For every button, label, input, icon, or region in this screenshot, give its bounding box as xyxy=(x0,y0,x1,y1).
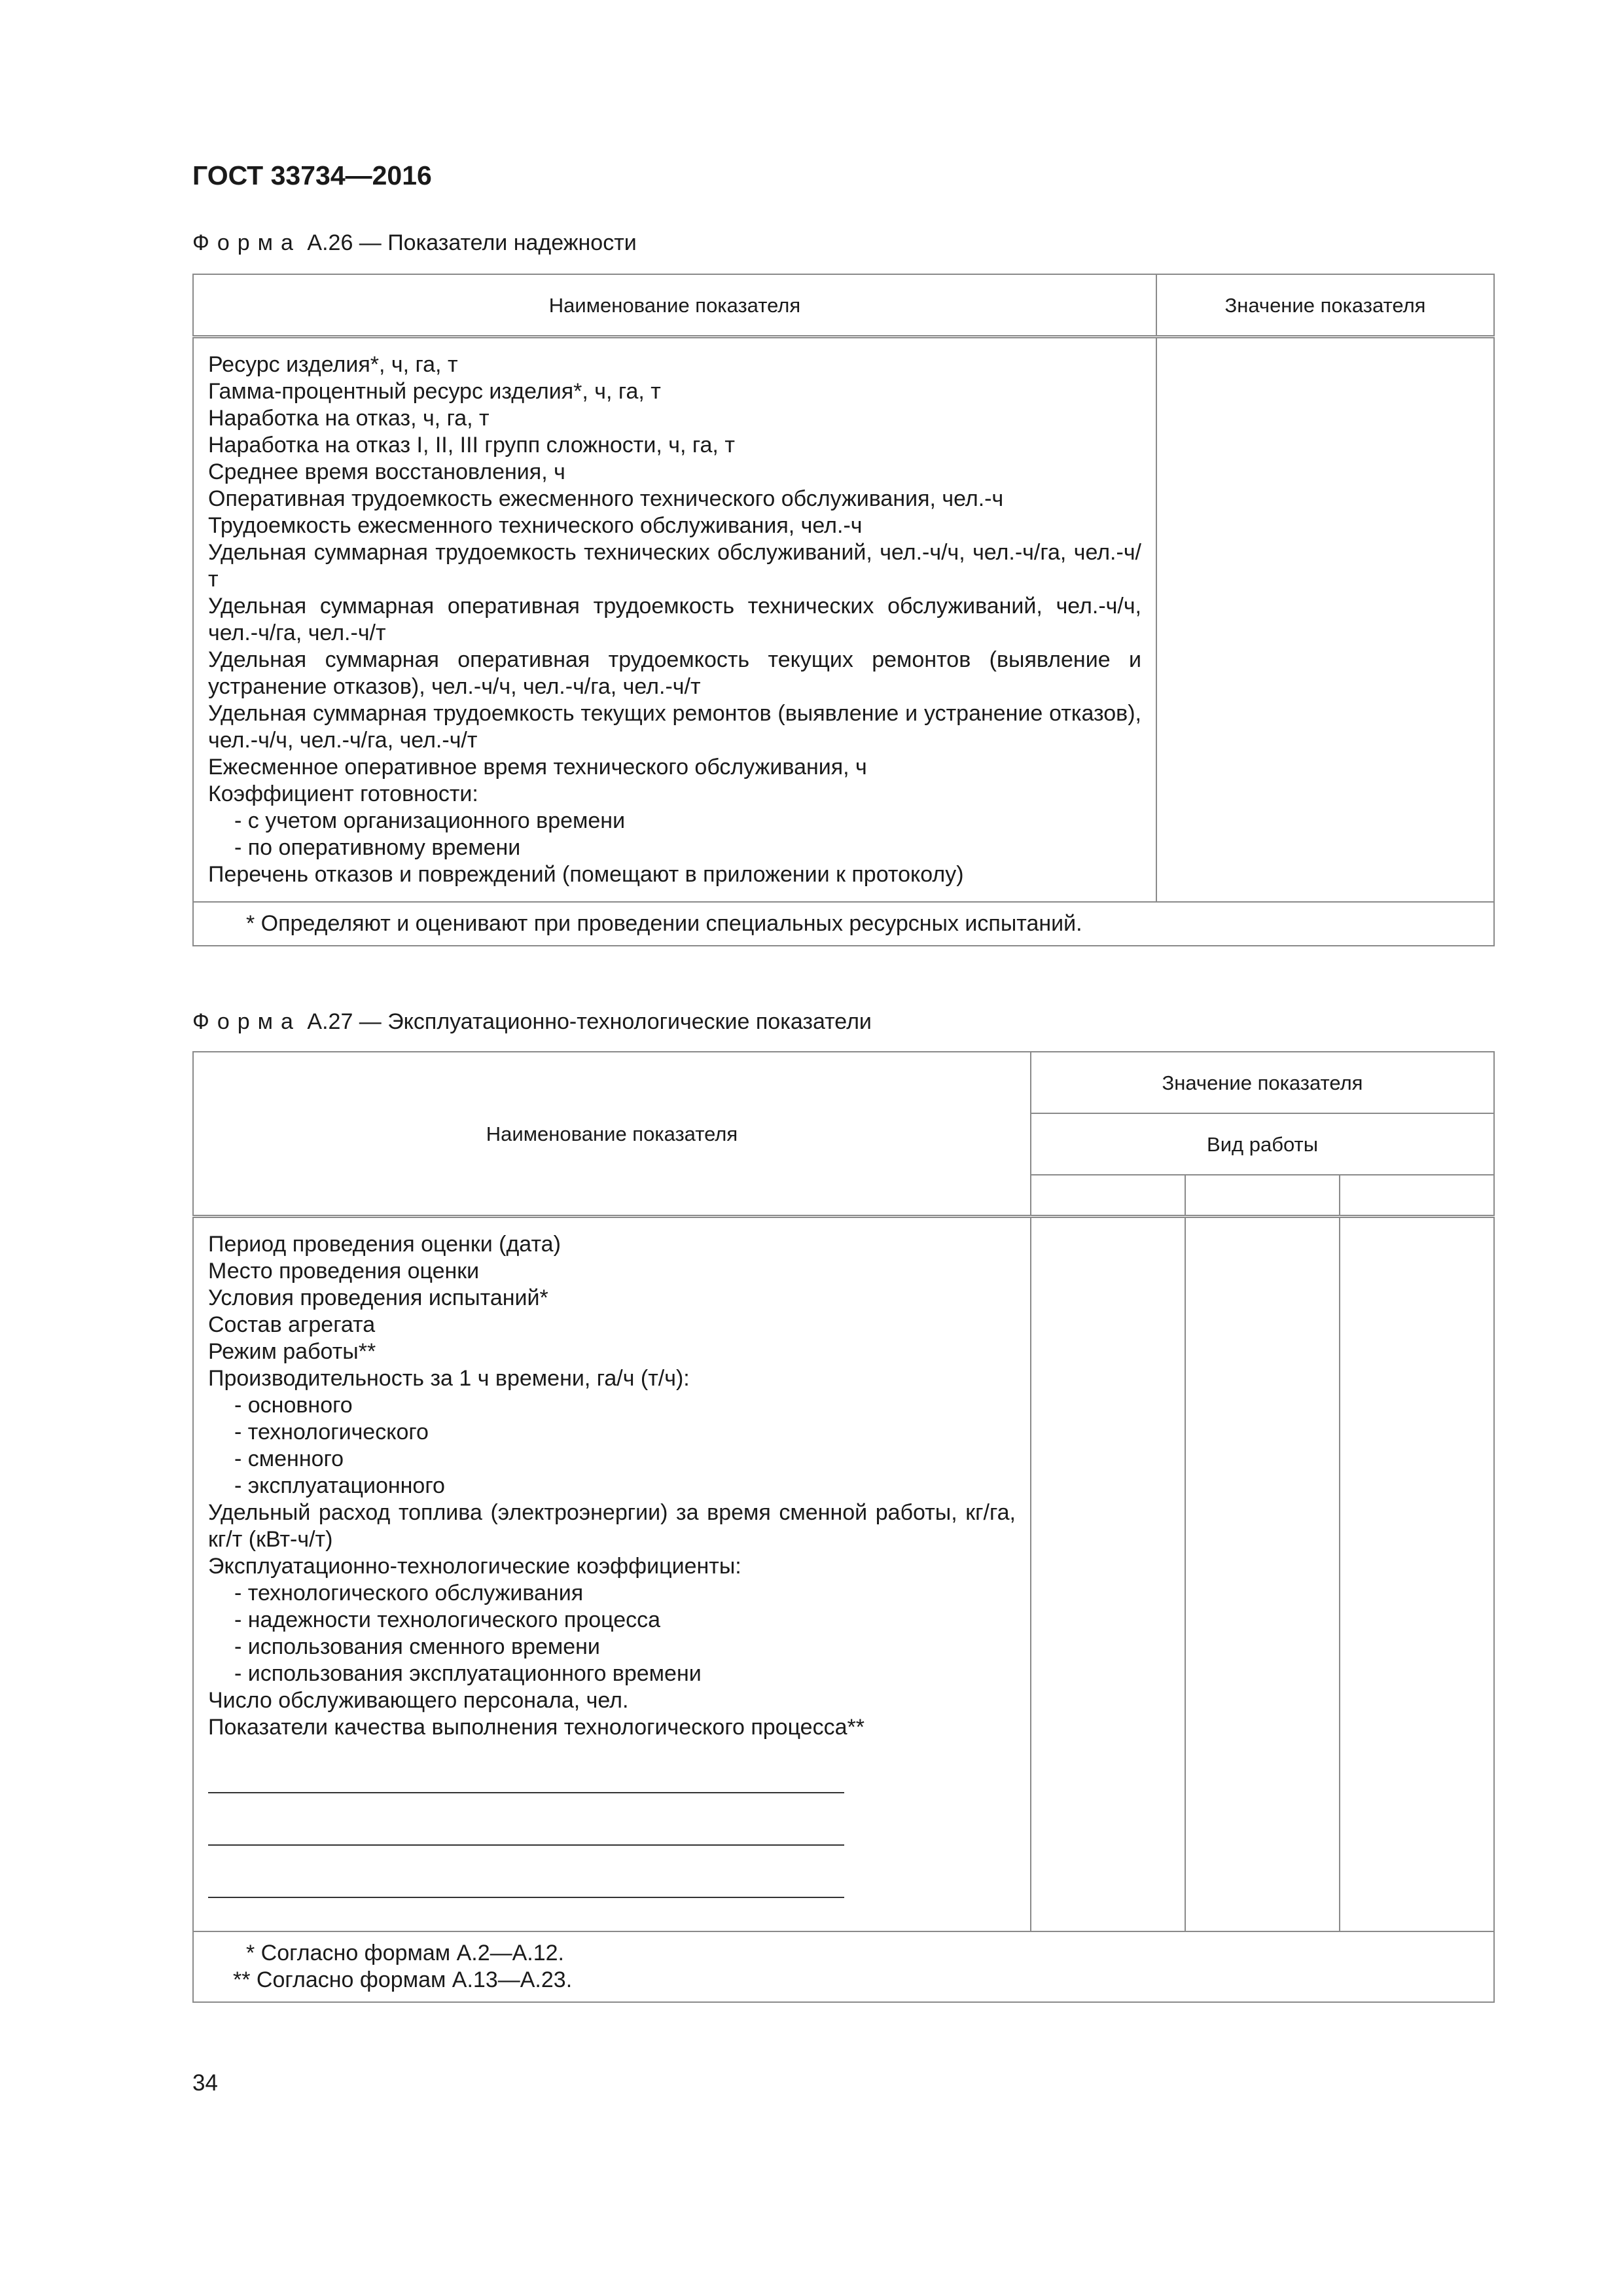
form-a27-subcol-1 xyxy=(1031,1175,1185,1217)
document-header: ГОСТ 33734—2016 xyxy=(192,160,432,190)
list-item: - технологического обслуживания xyxy=(234,1581,584,1605)
list-item: Место проведения оценки xyxy=(208,1259,480,1283)
list-item: Показатели качества выполнения технологического процесса** xyxy=(208,1715,865,1740)
form-a26-col-value: Значение показателя xyxy=(1156,274,1494,337)
form-a26-header-row xyxy=(193,274,1494,337)
form-a27-footnote-row xyxy=(193,1931,1494,2002)
list-item: Условия проведения испытаний* xyxy=(208,1285,548,1310)
form-a27-caption xyxy=(192,1009,872,1035)
list-item: Перечень отказов и повреждений (помещают в приложении к протоколу) xyxy=(208,862,964,887)
list-item: - использования сменного времени xyxy=(234,1634,600,1659)
list-item: Производительность за 1 ч времени, га/ч (т/ч): xyxy=(208,1366,690,1391)
list-item: - эксплуатационного xyxy=(234,1473,445,1498)
list-item: - надежности технологического процесса xyxy=(234,1607,661,1632)
list-item: Эксплуатационно-технологические коэффициенты: xyxy=(208,1554,741,1579)
blank-fill-line xyxy=(208,1844,844,1846)
list-item: Режим работы** xyxy=(208,1339,376,1364)
form-a27-header-row-1 xyxy=(193,1052,1494,1113)
form-a26-value-cell xyxy=(1156,337,1494,903)
form-a27-col-value: Значение показателя xyxy=(1031,1052,1494,1113)
list-item: - с учетом организационного времени xyxy=(234,808,626,833)
footnote-text: * Согласно формам А.2—А.12. xyxy=(246,1941,564,1965)
form-a26-footnote-row xyxy=(193,902,1494,946)
form-a26-table xyxy=(192,274,1495,946)
form-a27-footnotes xyxy=(193,1931,1494,2002)
list-item: Ежесменное оперативное время технического обслуживания, ч xyxy=(208,755,867,780)
form-a26-caption xyxy=(192,230,637,256)
footnote-text: ** Согласно формам А.13—А.23. xyxy=(233,1967,573,1992)
list-item: - сменного xyxy=(234,1446,344,1471)
page-number: 34 xyxy=(192,2070,218,2096)
blank-fill-line xyxy=(208,1897,844,1898)
form-a26-caption-text: А.26 — Показатели надежности xyxy=(307,230,637,255)
list-item: Среднее время восстановления, ч xyxy=(208,459,565,484)
form-a27-subcol-3 xyxy=(1340,1175,1494,1217)
list-item: - по оперативному времени xyxy=(234,835,521,860)
list-item: - использования эксплуатационного времени xyxy=(234,1661,702,1686)
form-a26-footnote xyxy=(193,902,1494,946)
list-item: Наработка на отказ I, II, III групп сложности, ч, га, т xyxy=(208,433,735,457)
list-item: Состав агрегата xyxy=(208,1312,376,1337)
form-a27-value-cell-3 xyxy=(1340,1217,1494,1932)
form-a26-caption-word: Форма xyxy=(192,230,301,255)
form-a27-caption-text: А.27 — Эксплуатационно-технологические показатели xyxy=(307,1009,872,1034)
form-a27-subcol-2 xyxy=(1185,1175,1340,1217)
footnote-text: * Определяют и оценивают при проведении специальных ресурсных испытаний. xyxy=(246,911,1082,936)
list-item: - технологического xyxy=(234,1420,429,1444)
list-item: Ресурс изделия*, ч, га, т xyxy=(208,352,458,377)
form-a26-col-name: Наименование показателя xyxy=(193,274,1156,337)
form-a27-value-cell-1 xyxy=(1031,1217,1185,1932)
list-item: Трудоемкость ежесменного технического обслуживания, чел.-ч xyxy=(208,513,863,538)
list-item: Удельная суммарная оперативная трудоемкость технических обслуживаний, чел.-ч/ч, чел.-ч/га, чел.-ч/т xyxy=(208,594,1141,645)
list-item: Удельная суммарная трудоемкость технических обслуживаний, чел.-ч/ч, чел.-ч/га, чел.-ч/т xyxy=(208,540,1141,592)
form-a27-indicator-list xyxy=(193,1217,1031,1932)
form-a27-table xyxy=(192,1051,1495,2003)
form-a27-value-cell-2 xyxy=(1185,1217,1340,1932)
form-a27-col-work-type: Вид работы xyxy=(1031,1113,1494,1175)
list-item: Наработка на отказ, ч, га, т xyxy=(208,406,490,431)
form-a26-body-row xyxy=(193,337,1494,903)
list-item: Гамма-процентный ресурс изделия*, ч, га, т xyxy=(208,379,661,404)
list-item: Оперативная трудоемкость ежесменного технического обслуживания, чел.-ч xyxy=(208,486,1004,511)
list-item: Число обслуживающего персонала, чел. xyxy=(208,1688,629,1713)
form-a26-indicator-list xyxy=(193,337,1156,903)
form-a27-col-name: Наименование показателя xyxy=(193,1052,1031,1217)
list-item: - основного xyxy=(234,1393,353,1418)
form-a27-caption-word: Форма xyxy=(192,1009,301,1034)
list-item: Удельная суммарная трудоемкость текущих ремонтов (выявление и устранение отказов), чел.-ч/ч, чел.-ч/га, чел.-ч/т xyxy=(208,701,1141,753)
blank-fill-line xyxy=(208,1792,844,1793)
list-item: Период проведения оценки (дата) xyxy=(208,1232,561,1257)
list-item: Удельная суммарная оперативная трудоемкость текущих ремонтов (выявление и устранение отказов), чел.-ч/ч, чел.-ч/га, чел.-ч/т xyxy=(208,647,1141,699)
list-item: Коэффициент готовности: xyxy=(208,781,478,806)
form-a27-body-row xyxy=(193,1217,1494,1932)
list-item: Удельный расход топлива (электроэнергии) за время сменной работы, кг/га, кг/т (кВт-ч/т) xyxy=(208,1500,1016,1552)
